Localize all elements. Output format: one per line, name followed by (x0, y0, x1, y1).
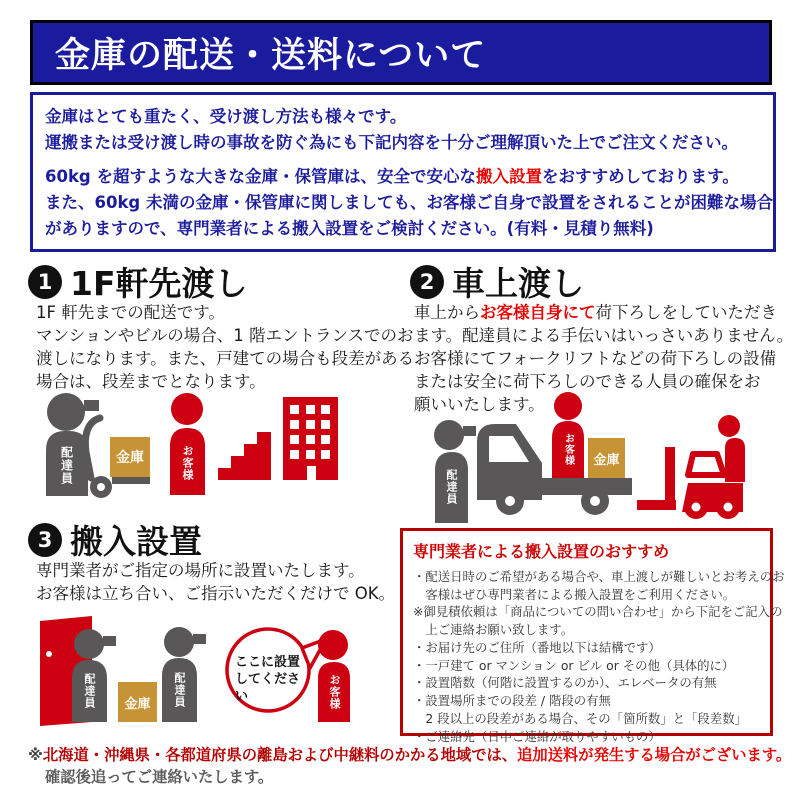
safe-label: 金庫 (124, 696, 151, 712)
section3-body: 専門業者がご指定の場所に設置いたします。 お客様は立ち合い、ご指示いただくだけで OK。 (36, 561, 396, 604)
note-marker: ※ (28, 746, 43, 764)
shipping-footnote: ※北海道・沖縄県・各都道府県の離島および中継料のかかる地域では、追加送料が発生する場合がございます。 確認後追ってご連絡いたします。 (28, 746, 792, 787)
number-1-icon: 1 (28, 265, 62, 299)
customer-label: お客様 (562, 433, 574, 466)
building-icon (283, 397, 338, 480)
intro-line: 運搬または受け渡し時の事故を防ぐ為にも下記内容を十分ご理解頂いた上でご注文ください。 (45, 132, 738, 152)
forklift-icon (637, 415, 745, 519)
section2-body: 車上からお客様自身にて荷下ろしをしていただき ます。配達員による手伝いはいっさいありません。 お客様にてフォークリフトなどの荷下ろしの設備 または安全に荷下ろしのできる人員の確保をお 願いいたします。 (414, 303, 794, 415)
customer-label: お客様 (181, 445, 194, 481)
safe-label: 金庫 (593, 452, 620, 468)
page-banner (30, 20, 772, 85)
highlight-customer-self: お客様自身にて (480, 303, 596, 322)
number-2-icon: 2 (410, 265, 444, 299)
section1-heading: 1 1F軒先渡し (28, 258, 248, 305)
delivery-person-label: 配達員 (445, 469, 458, 505)
intro-line: 60kg を超すような大きな金庫・保管庫は、安全で安心な搬入設置をおすすめしております。 (45, 167, 739, 187)
section2-heading: 2 車上渡し (410, 258, 584, 305)
intro-line: がありますので、専門業者による搬入設置をご検討ください。(有料・見積り無料) (45, 218, 654, 238)
illustration-truck-handover (412, 390, 800, 530)
delivery-person-label: 配達員 (173, 672, 186, 708)
intro-line: 金庫はとても重たく、受け渡し方法も様々です。 (45, 107, 407, 126)
recommend-box-title: 専門業者による搬入設置のおすすめ (413, 542, 670, 561)
delivery-person-label: 配達員 (83, 673, 96, 709)
intro-line: また、60kg 未満の金庫・保管庫に関しましても、お客様ご自身で設置をされることが困難な場合 (45, 193, 773, 213)
safe-label: 金庫 (116, 450, 144, 466)
page-title: 金庫の配送・送料について (55, 35, 487, 76)
professional-install-recommend-box: 専門業者による搬入設置のおすすめ ・配送日時のご希望がある場合や、車上渡しが難しいとお考えのお 客様はぜひ専門業者による搬入設置をご利用ください。 ※御見積依頼は「商品についての問い合わせ」から下記をご記入の 上ご連絡お願い致します。 ・お届け先のご住所（番地以下は結構です） ・一戸建て or マンション or ビル or その他（具体的に） ・設置階数（何階に設置するのか）、エレベータの有無 ・設置場所までの段差 / 階段の有無 2 段以上の段差がある場合、その「箇所数」と「段差数」 ・ご連絡先（日中ご連絡が取りやすいもの） (400, 528, 773, 736)
spacer (45, 155, 761, 164)
section1-body: 1F 軒先までの配送です。 マンションやビルの場合、1 階エントランスでのお 渡しになります。また、戸建ての場合も段差がある 場合は、段差までとなります。 (36, 303, 415, 392)
delivery-person-label: 配達員 (59, 445, 74, 485)
highlight-install-setup: 搬入設置 (476, 167, 542, 187)
section3-heading: 3 搬入設置 (28, 516, 202, 563)
illustration-doorstep-delivery (28, 388, 368, 516)
customer-label: お客様 (328, 674, 341, 710)
number-3-icon: 3 (28, 523, 62, 557)
bubble-text: ここに設置 してください (235, 655, 301, 704)
stairs-icon (218, 432, 271, 480)
intro-notice-box (30, 92, 776, 252)
illustration-carry-in-setup (28, 612, 388, 727)
